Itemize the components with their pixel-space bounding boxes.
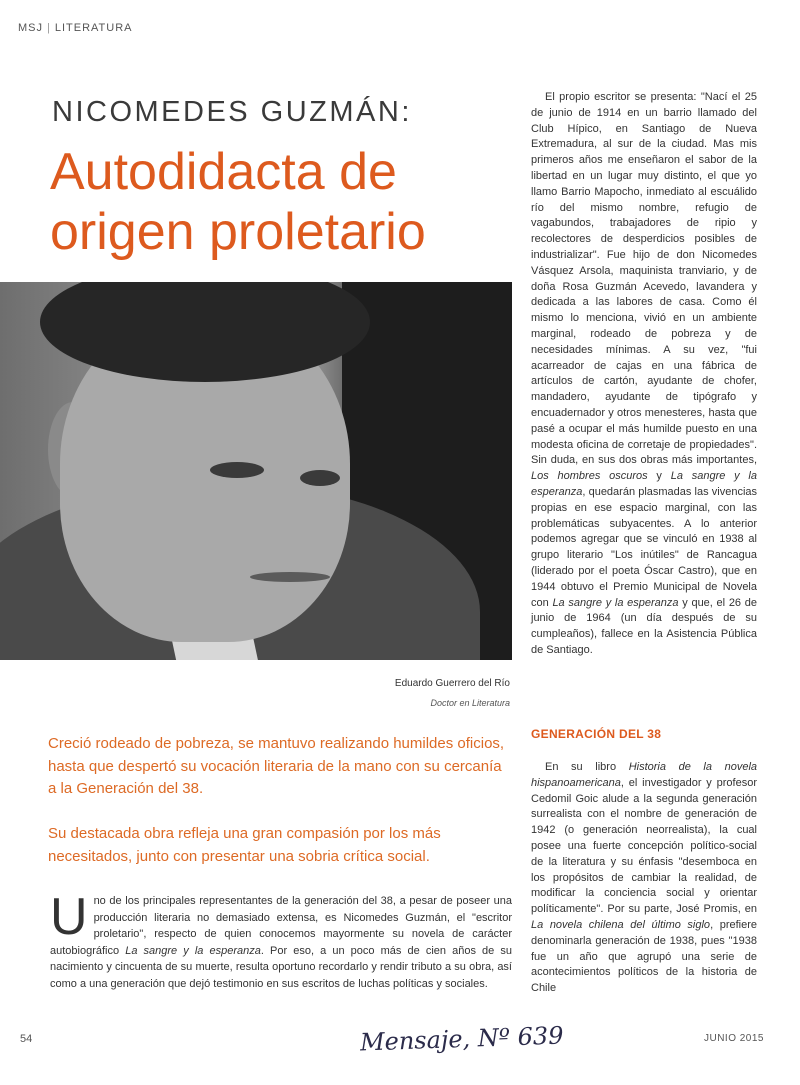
photo-mouth: [250, 572, 330, 582]
book-title: La sangre y la esperanza: [552, 596, 679, 609]
header-divider: |: [47, 22, 51, 34]
biography-paragraph: [531, 90, 757, 659]
pull-quote-2: Su destacada obra refleja una gran compasión por los más necesitados, junto con presentar una sobria crítica social.: [48, 825, 441, 865]
portrait-photo: [0, 282, 512, 660]
gen-text-3: , prefiere denominarla generación de 1938, pues "1938 fue un año que agrupó una serie de acontecimientos políticos de la historia de Chile: [531, 918, 757, 995]
book-title: La novela chilena del último siglo: [531, 918, 711, 931]
gen-text-1: En su libro: [545, 761, 629, 773]
book-title: La sangre y la esperanza: [125, 944, 261, 957]
article-kicker: NICOMEDES GUZMÁN:: [52, 96, 412, 128]
handwritten-note: Mensaje, Nº 639: [359, 1021, 564, 1057]
book-title: Historia de la novela hispanoamericana: [531, 761, 758, 789]
section-header: [18, 22, 133, 34]
right-column-section: [531, 760, 757, 997]
pull-quote-1: Creció rodeado de pobreza, se mantuvo realizando humildes oficios, hasta que despertó su vocación literaria de la mano con su cercanía a la Generación del 38.: [48, 735, 505, 797]
author-role: Doctor en Literatura: [430, 698, 510, 708]
bio-text-1: El propio escritor se presenta: "Nací el 25 de junio de 1914 en un barrio llamado del Club Hípico, en Santiago de Nueva Extremadura, al sur de la ciudad. Mas mis primeros años me enseñaron el sabor de la libertad en un lugar muy distinto, el que yo llamo Barrio Mapocho, inmediato al escuálido río del mismo nombre, refugio de vagabundos, trabajadores de ripio y recolectores de desperdicios posibles de industrializar". Fue hijo de don Nicomedes Vásquez Arsola, maquinista tranviario, y de doña Rosa Guzmán Acevedo, lavandera y dedicada a las labores de casa. Como él mismo lo menciona, vivió en un ambiente marginal, rodeado de pobreza y de necesidades mínimas. A su vez, "fui acarreador de cajas en una fábrica de artículos de cartón, ayudante de chofer, mandadero, ayudante de tipógrafo y encuadernador y otros menesteres, hasta que pasé a ocupar el más humilde puesto en una modesta oficina de corretaje de propiedades". Sin duda, en sus dos obras más importantes,: [531, 91, 757, 467]
section-code: MSJ: [18, 22, 43, 34]
page-number: 54: [20, 1033, 33, 1045]
section-name: LITERATURA: [54, 22, 133, 34]
photo-eye-left: [210, 462, 264, 478]
right-column-paragraph: [531, 90, 757, 659]
intro-text-1: no de los principales representantes de la generación del 38, a pesar de poseer una producción literaria no demasiado extensa, es Nicomedes Guzmán, el "escritor proletario", respecto de quien conocemos mayormente su novela de carácter autobiográfico: [50, 895, 512, 957]
drop-cap: U: [50, 888, 88, 946]
issue-date: JUNIO 2015: [703, 1033, 764, 1044]
bio-text-3: , quedarán plasmadas las vivencias propias en ese espacio marginal, con las problemáticas subyacentes. A lo anterior podemos agregar que se vinculó en 1938 al grupo literario "Los inútiles" de Rancagua (liderado por el poeta Óscar Castro), que en 1944 obtuvo el Premio Municipal de Novela con: [531, 485, 757, 609]
generation-paragraph: [531, 760, 757, 997]
intro-paragraph: [50, 888, 512, 992]
section-heading: GENERACIÓN DEL 38: [531, 727, 662, 741]
photo-eye-right: [300, 470, 340, 486]
article-title: Autodidacta de origen proletario: [50, 143, 426, 261]
bio-text-2: y: [647, 470, 671, 483]
book-title: Los hombres oscuros: [531, 470, 648, 483]
bio-text-4: y que, el 26 de junio de 1964 (un día después de su cumpleaños), fallece en la Asistencia Pública de Santiago.: [531, 596, 757, 656]
gen-text-2: , el investigador y profesor Cedomil Goic alude a la segunda generación surrealista con el nombre de generación de 1942 (o generación neorrealista), la cual posee una fuerte concepción político-social de la literatura y su énfasis "desemboca en los propósitos de cambiar la realidad, de modificar la conciencia social y orientar políticamente". Por su parte, José Promis, en: [531, 776, 757, 916]
author-name: Eduardo Guerrero del Río: [394, 678, 510, 689]
book-title: La sangre y la esperanza: [531, 470, 757, 498]
intro-text-2: . Por eso, a un poco más de cien años de su nacimiento y cincuenta de su muerte, resulta oportuno recordarlo y rendir tributo a su obra, así como a una generación que dejó testimonio en sus escritos de luchas políticas y sociales.: [50, 944, 512, 990]
